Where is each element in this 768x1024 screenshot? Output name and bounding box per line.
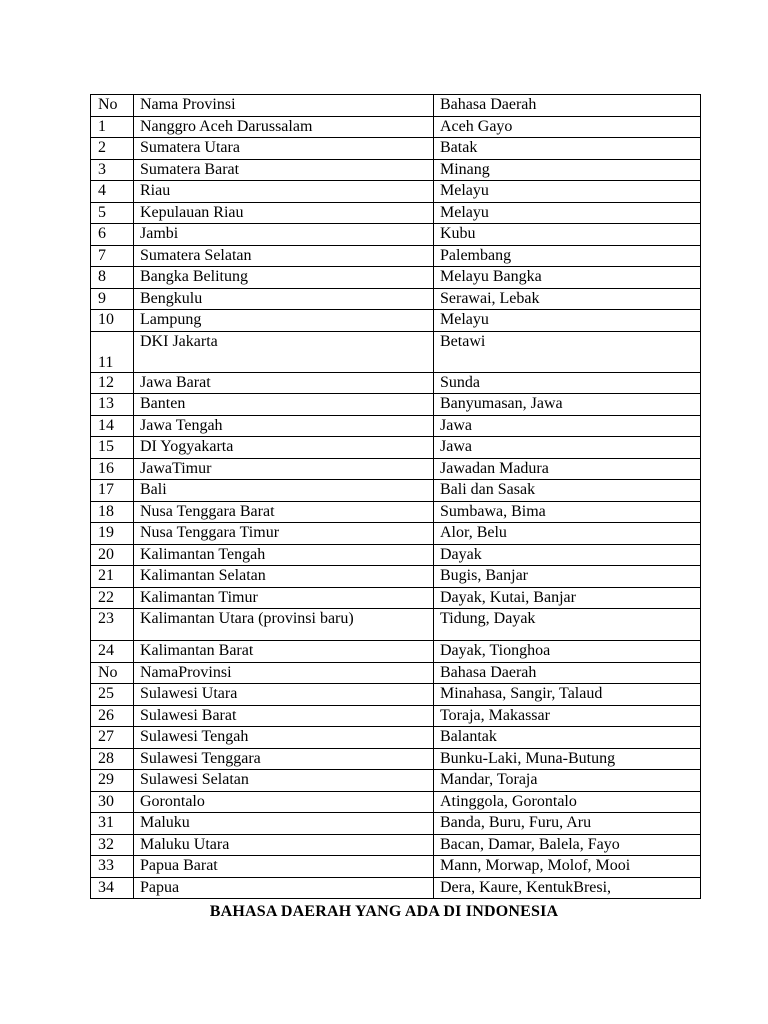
- language-cell: Banyumasan, Jawa: [434, 394, 701, 416]
- no-cell: 16: [91, 458, 134, 480]
- province-cell: Sulawesi Tengah: [134, 727, 434, 749]
- province-cell: Jawa Barat: [134, 372, 434, 394]
- no-cell: 12: [91, 372, 134, 394]
- table-row: [91, 437, 701, 459]
- language-cell: Sunda: [434, 372, 701, 394]
- language-cell: Melayu: [434, 310, 701, 332]
- language-cell: Dera, Kaure, KentukBresi,: [434, 877, 701, 899]
- table-row: [91, 544, 701, 566]
- no-cell: 20: [91, 544, 134, 566]
- table-row: [91, 181, 701, 203]
- table-row: [91, 641, 701, 663]
- no-cell: 25: [91, 684, 134, 706]
- no-cell: 21: [91, 566, 134, 588]
- province-cell: Jawa Tengah: [134, 415, 434, 437]
- language-cell: Toraja, Makassar: [434, 705, 701, 727]
- province-cell: Kalimantan Timur: [134, 587, 434, 609]
- no-cell: 5: [91, 202, 134, 224]
- province-cell: Papua Barat: [134, 856, 434, 878]
- no-cell: 27: [91, 727, 134, 749]
- table-row: [91, 770, 701, 792]
- language-cell: Jawa: [434, 415, 701, 437]
- language-cell: Minang: [434, 159, 701, 181]
- table-row: [91, 877, 701, 899]
- no-cell: 1: [91, 116, 134, 138]
- province-cell: Gorontalo: [134, 791, 434, 813]
- language-cell: Alor, Belu: [434, 523, 701, 545]
- province-cell: Lampung: [134, 310, 434, 332]
- table-row: [91, 267, 701, 289]
- province-cell: Kalimantan Utara (provinsi baru): [134, 609, 434, 641]
- table-row: [91, 394, 701, 416]
- table-row: [91, 791, 701, 813]
- province-cell: Sumatera Selatan: [134, 245, 434, 267]
- no-cell: No: [91, 95, 134, 117]
- no-cell: 8: [91, 267, 134, 289]
- language-cell: Jawa: [434, 437, 701, 459]
- province-cell: Sumatera Utara: [134, 138, 434, 160]
- language-cell: Dayak, Kutai, Banjar: [434, 587, 701, 609]
- table-body: [91, 95, 701, 899]
- no-cell: 33: [91, 856, 134, 878]
- table-row: [91, 834, 701, 856]
- language-cell: Sumbawa, Bima: [434, 501, 701, 523]
- province-cell: Nusa Tenggara Timur: [134, 523, 434, 545]
- province-cell: NamaProvinsi: [134, 662, 434, 684]
- province-cell: Bengkulu: [134, 288, 434, 310]
- table-row: [91, 245, 701, 267]
- language-cell: Bali dan Sasak: [434, 480, 701, 502]
- table-row: [91, 856, 701, 878]
- table-header-row: [91, 95, 701, 117]
- province-cell: Sumatera Barat: [134, 159, 434, 181]
- no-cell: 4: [91, 181, 134, 203]
- no-cell: 14: [91, 415, 134, 437]
- no-cell: 9: [91, 288, 134, 310]
- province-cell: Sulawesi Tenggara: [134, 748, 434, 770]
- province-cell: Riau: [134, 181, 434, 203]
- no-cell: 13: [91, 394, 134, 416]
- no-cell: 2: [91, 138, 134, 160]
- province-cell: Bangka Belitung: [134, 267, 434, 289]
- table-row: [91, 331, 701, 372]
- language-cell: Bacan, Damar, Balela, Fayo: [434, 834, 701, 856]
- language-cell: Palembang: [434, 245, 701, 267]
- language-cell: Melayu Bangka: [434, 267, 701, 289]
- no-cell: 31: [91, 813, 134, 835]
- regional-language-table: [90, 94, 701, 899]
- table-row: [91, 501, 701, 523]
- province-cell: Maluku Utara: [134, 834, 434, 856]
- table-header-row: [91, 662, 701, 684]
- language-cell: Kubu: [434, 224, 701, 246]
- province-cell: Kalimantan Selatan: [134, 566, 434, 588]
- no-cell: 19: [91, 523, 134, 545]
- no-cell: No: [91, 662, 134, 684]
- table-row: [91, 415, 701, 437]
- table-row: [91, 748, 701, 770]
- language-cell: Bunku-Laki, Muna-Butung: [434, 748, 701, 770]
- language-cell: Minahasa, Sangir, Talaud: [434, 684, 701, 706]
- province-cell: Kalimantan Barat: [134, 641, 434, 663]
- province-cell: Maluku: [134, 813, 434, 835]
- province-cell: JawaTimur: [134, 458, 434, 480]
- no-cell: 26: [91, 705, 134, 727]
- table-caption: BAHASA DAERAH YANG ADA DI INDONESIA: [209, 903, 559, 920]
- language-cell: Tidung, Dayak: [434, 609, 701, 641]
- language-cell: Melayu: [434, 202, 701, 224]
- no-cell: 23: [91, 609, 134, 641]
- language-cell: Betawi: [434, 331, 701, 372]
- province-cell: Kepulauan Riau: [134, 202, 434, 224]
- no-cell: 10: [91, 310, 134, 332]
- no-cell: 6: [91, 224, 134, 246]
- table-row: [91, 587, 701, 609]
- table-row: [91, 458, 701, 480]
- table-row: [91, 159, 701, 181]
- no-cell: 17: [91, 480, 134, 502]
- no-cell: 15: [91, 437, 134, 459]
- no-cell: 29: [91, 770, 134, 792]
- language-cell: Bahasa Daerah: [434, 95, 701, 117]
- province-cell: Nanggro Aceh Darussalam: [134, 116, 434, 138]
- province-cell: Banten: [134, 394, 434, 416]
- province-cell: Jambi: [134, 224, 434, 246]
- language-cell: Banda, Buru, Furu, Aru: [434, 813, 701, 835]
- table-row: [91, 523, 701, 545]
- table-row: [91, 116, 701, 138]
- table-row: [91, 310, 701, 332]
- language-cell: Serawai, Lebak: [434, 288, 701, 310]
- province-cell: Sulawesi Barat: [134, 705, 434, 727]
- table-row: [91, 609, 701, 641]
- table-row: [91, 727, 701, 749]
- table-row: [91, 566, 701, 588]
- province-cell: DI Yogyakarta: [134, 437, 434, 459]
- language-cell: Melayu: [434, 181, 701, 203]
- no-cell: 3: [91, 159, 134, 181]
- language-cell: Dayak: [434, 544, 701, 566]
- language-cell: Aceh Gayo: [434, 116, 701, 138]
- language-cell: Dayak, Tionghoa: [434, 641, 701, 663]
- language-cell: Bugis, Banjar: [434, 566, 701, 588]
- no-cell: 28: [91, 748, 134, 770]
- language-cell: Bahasa Daerah: [434, 662, 701, 684]
- province-cell: Sulawesi Utara: [134, 684, 434, 706]
- province-cell: Kalimantan Tengah: [134, 544, 434, 566]
- no-cell: 24: [91, 641, 134, 663]
- province-cell: Nusa Tenggara Barat: [134, 501, 434, 523]
- table-row: [91, 224, 701, 246]
- table-row: [91, 480, 701, 502]
- table-row: [91, 684, 701, 706]
- province-cell: Nama Provinsi: [134, 95, 434, 117]
- province-cell: Papua: [134, 877, 434, 899]
- language-cell: Batak: [434, 138, 701, 160]
- language-cell: Mann, Morwap, Molof, Mooi: [434, 856, 701, 878]
- no-cell: 11: [91, 331, 134, 372]
- table-row: [91, 813, 701, 835]
- no-cell: 32: [91, 834, 134, 856]
- province-cell: DKI Jakarta: [134, 331, 434, 372]
- language-cell: Jawadan Madura: [434, 458, 701, 480]
- table-row: [91, 288, 701, 310]
- table-row: [91, 202, 701, 224]
- no-cell: 22: [91, 587, 134, 609]
- table-row: [91, 138, 701, 160]
- table-row: [91, 372, 701, 394]
- province-cell: Sulawesi Selatan: [134, 770, 434, 792]
- no-cell: 7: [91, 245, 134, 267]
- language-cell: Balantak: [434, 727, 701, 749]
- no-cell: 18: [91, 501, 134, 523]
- language-cell: Mandar, Toraja: [434, 770, 701, 792]
- no-cell: 30: [91, 791, 134, 813]
- no-cell: 34: [91, 877, 134, 899]
- language-cell: Atinggola, Gorontalo: [434, 791, 701, 813]
- province-cell: Bali: [134, 480, 434, 502]
- table-row: [91, 705, 701, 727]
